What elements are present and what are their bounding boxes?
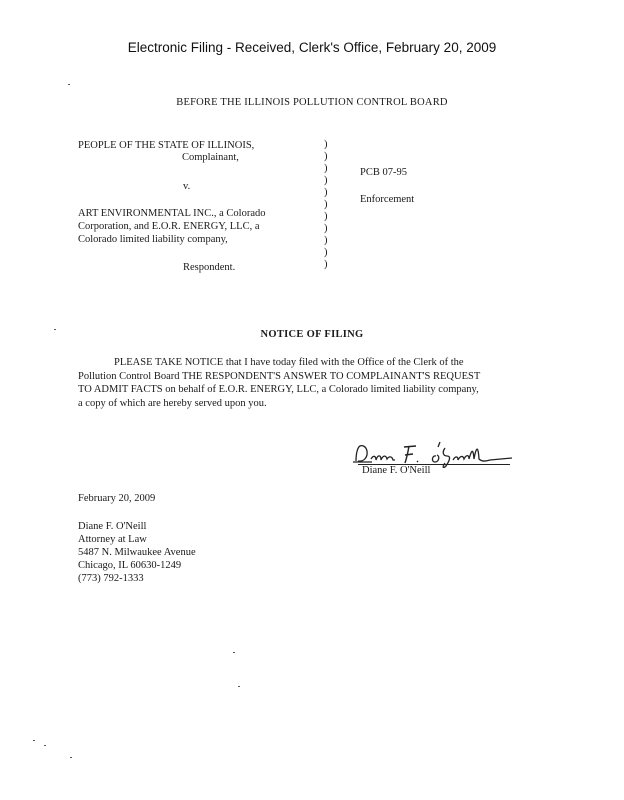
caption-paren: ): [324, 199, 328, 210]
notice-title: NOTICE OF FILING: [260, 329, 364, 340]
attorney-city: Chicago, IL 60630-1249: [78, 560, 182, 571]
notice-line: Pollution Control Board THE RESPONDENT'S ANSWER TO COMPLAINANT'S REQUEST: [78, 370, 481, 382]
caption-paren: ): [324, 151, 328, 162]
caption-paren: ): [324, 163, 328, 174]
scan-speck: [70, 757, 72, 758]
scan-speck: [68, 84, 70, 85]
defendant-line: ART ENVIRONMENTAL INC., a Colorado: [78, 208, 266, 219]
caption-paren: ): [324, 259, 328, 270]
scan-speck: [33, 740, 35, 741]
electronic-filing-header: Electronic Filing - Received, Clerk's Office, February 20, 2009: [127, 40, 497, 55]
filing-date: February 20, 2009: [78, 493, 156, 504]
signer-printed-name: Diane F. O'Neill: [362, 465, 431, 476]
notice-line: a copy of which are hereby served upon you.: [78, 397, 267, 409]
scan-speck: [233, 652, 235, 653]
scan-speck: [238, 686, 240, 687]
caption-paren-column: [324, 139, 328, 271]
caption-paren: ): [324, 235, 328, 246]
case-type: Enforcement: [360, 194, 415, 205]
versus-label: v.: [183, 181, 191, 192]
defendant-line: Corporation, and E.O.R. ENERGY, LLC, a: [78, 221, 260, 232]
board-title: BEFORE THE ILLINOIS POLLUTION CONTROL BOARD: [176, 97, 448, 108]
scan-speck: [44, 745, 46, 746]
attorney-name: Diane F. O'Neill: [78, 521, 147, 532]
caption-paren: ): [324, 211, 328, 222]
notice-body: [78, 356, 480, 410]
attorney-title: Attorney at Law: [78, 534, 147, 545]
attorney-block: [78, 520, 196, 585]
notice-line: PLEASE TAKE NOTICE that I have today filed with the Office of the Clerk of the: [114, 357, 464, 368]
plaintiff-name: PEOPLE OF THE STATE OF ILLINOIS,: [78, 140, 255, 151]
caption-paren: ): [324, 187, 328, 198]
caption-paren: ): [324, 223, 328, 234]
case-number: PCB 07-95: [360, 167, 407, 178]
defendant-line: Colorado limited liability company,: [78, 234, 228, 245]
caption-paren: ): [324, 139, 328, 150]
notice-line: TO ADMIT FACTS on behalf of E.O.R. ENERGY, LLC, a Colorado limited liability company,: [78, 384, 479, 395]
defendant-role: Respondent.: [183, 262, 236, 273]
caption-paren: ): [324, 247, 328, 258]
attorney-phone: (773) 792-1333: [78, 573, 144, 584]
caption-paren: ): [324, 175, 328, 186]
scan-speck: [54, 329, 56, 330]
attorney-street: 5487 N. Milwaukee Avenue: [78, 547, 196, 558]
plaintiff-role: Complainant,: [182, 152, 239, 163]
